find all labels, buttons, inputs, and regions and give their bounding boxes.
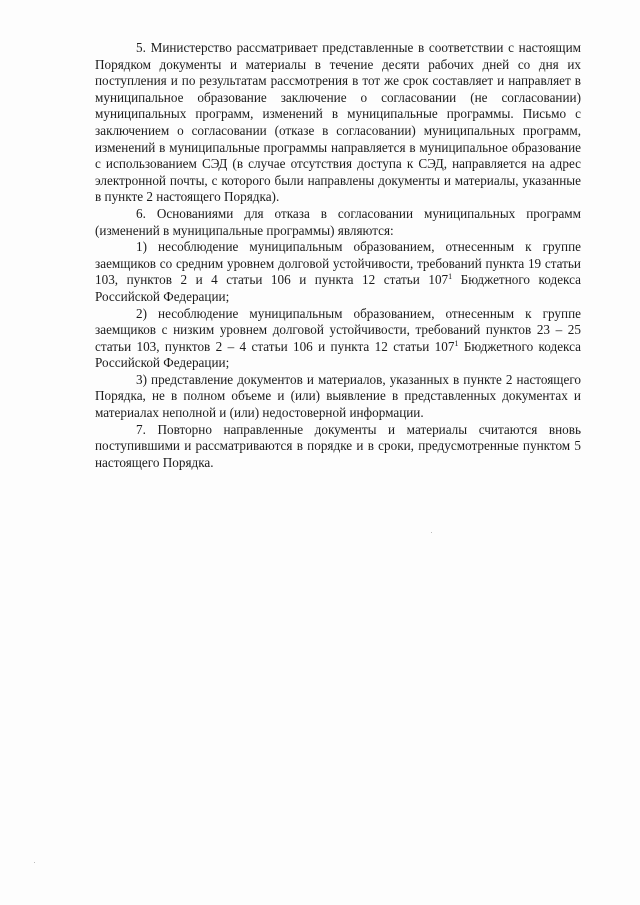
item-1-text-end: Бюджетного кодекса Российской Федерации; (95, 272, 581, 304)
item-1-superscript: 1 (448, 272, 453, 282)
scan-speck (34, 862, 35, 863)
paragraph-6-item-2 (95, 306, 581, 372)
document-body (95, 40, 581, 471)
paragraph-6-item-1 (95, 239, 581, 305)
item-1-text: 1) несоблюдение муниципальным образованием, отнесенным к группе заемщиков со средним уровнем долговой устойчивости, требований пункта 19 статьи 103, пунктов 2 и 4 статьи 106 и пункта 12 статьи 107 (95, 239, 581, 288)
scan-speck (431, 532, 432, 533)
paragraph-6-refusal-grounds: 6. Основаниями для отказа в согласовании муниципальных программ (изменений в муниципальные программы) являются: (95, 205, 581, 238)
item-2-text: 2) несоблюдение муниципальным образованием, отнесенным к группе заемщиков с низким уровнем долговой устойчивости, требований пунктов 23 – 25 статьи 103, пунктов 2 – 4 статьи 106 и пункта 12 статьи 107 (95, 305, 581, 354)
item-2-superscript: 1 (454, 338, 459, 348)
paragraph-6-item-3: 3) представление документов и материалов, указанных в пункте 2 настоящего Порядка, не в полном объеме и (или) выявление в представленных документах и материалах неполной и (или) недостоверной информации. (95, 371, 581, 421)
paragraph-5-review-procedure: 5. Министерство рассматривает представленные в соответствии с настоящим Порядком документы и материалы в течение десяти рабочих дней со дня их поступления и по результатам рассмотрения в тот же срок составляет и направляет в муниципальное образование заключение о согласовании (не согласовании) муниципальных программ, изменений в муниципальные программы. Письмо с заключением о согласовании (отказе в согласовании) муниципальных программ, изменений в муниципальные программы направляется в муниципальное образование с использованием СЭД (в случае отсутствия доступа к СЭД, направляется на адрес электронной почты, с которого были направлены документы и материалы, указанные в пункте 2 настоящего Порядка). (95, 40, 581, 205)
item-2-text-end: Бюджетного кодекса Российской Федерации; (95, 338, 581, 371)
paragraph-7-resubmission: 7. Повторно направленные документы и материалы считаются вновь поступившими и рассматриваются в порядке и в сроки, предусмотренные пунктом 5 настоящего Порядка. (95, 421, 581, 470)
